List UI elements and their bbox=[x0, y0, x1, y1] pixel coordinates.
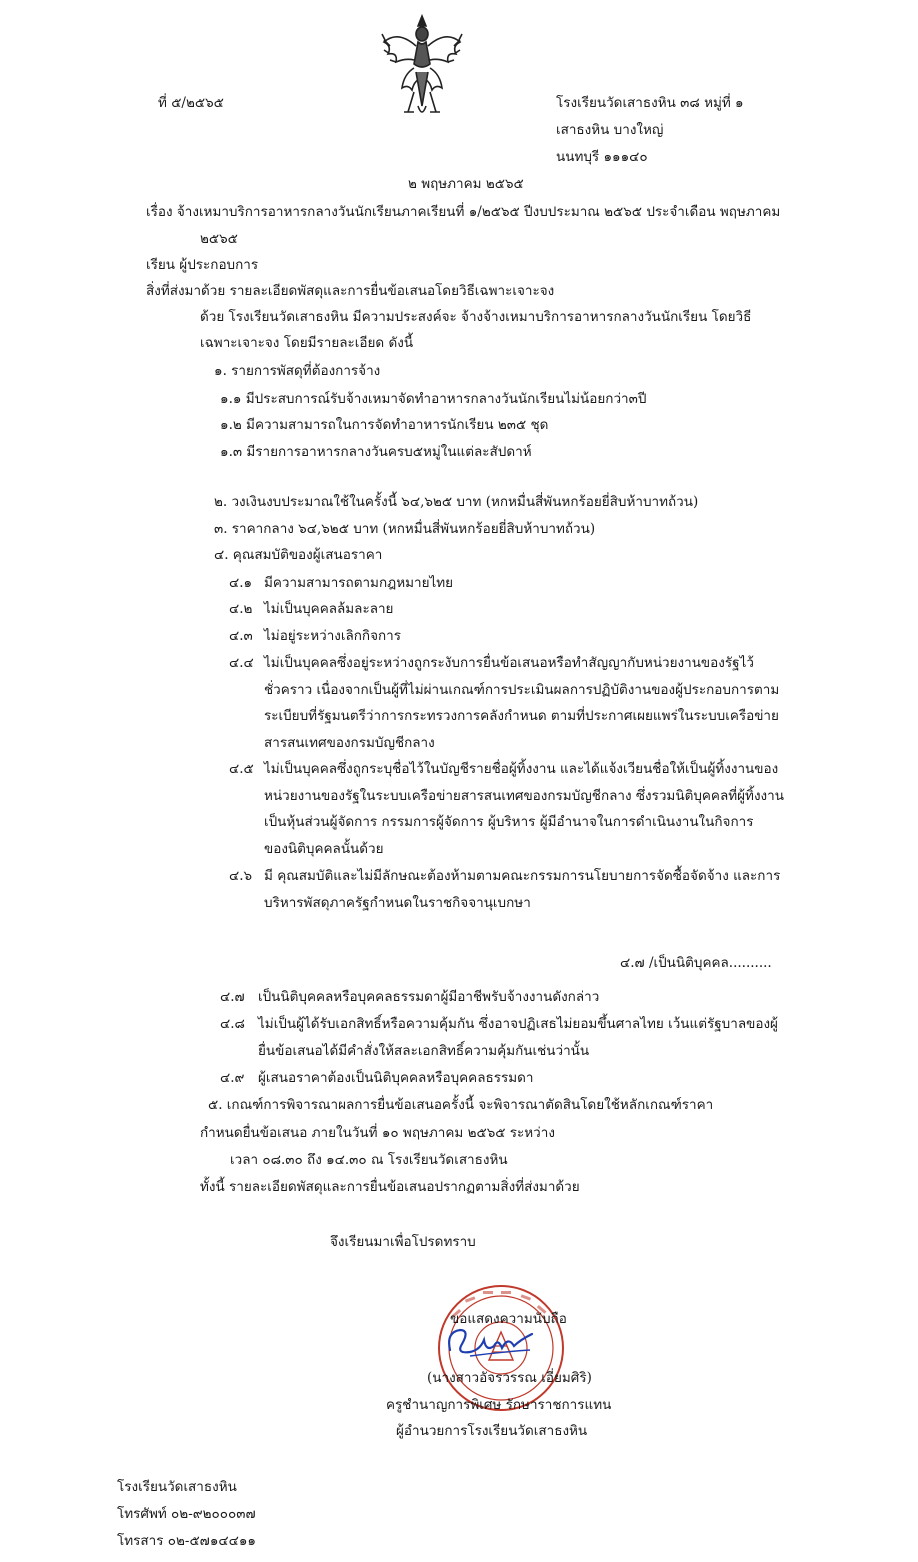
signatory-name: (นางสาวอัจรวรรณ เอี่ยมศิริ) bbox=[427, 1370, 592, 1386]
item-4-8-line-2: ยื่นข้อเสนอได้มีคำสั่งให้สละเอกสิทธิ์ความคุ้มกันเช่นว่านั้น bbox=[258, 1043, 590, 1059]
item-4-5-line-4: ของนิติบุคคลนั้นด้วย bbox=[264, 841, 384, 857]
item-4-6-number: ๔.๖ bbox=[229, 868, 253, 884]
document-number: ที่ ๕/๒๕๖๕ bbox=[158, 95, 224, 111]
address-line-1: โรงเรียนวัดเสาธงหิน ๓๘ หมู่ที่ ๑ bbox=[556, 95, 744, 111]
address-line-2: เสาธงหิน บางใหญ่ bbox=[556, 122, 664, 138]
salutation: จึงเรียนมาเพื่อโปรดทราบ bbox=[330, 1234, 476, 1250]
garuda-emblem-icon bbox=[378, 12, 466, 120]
item-4-3-number: ๔.๓ bbox=[229, 628, 253, 644]
item-4-2-text: ไม่เป็นบุคคลล้มละลาย bbox=[264, 601, 394, 617]
intro-line-2: เฉพาะเจาะจง โดยมีรายละเอียด ดังนี้ bbox=[200, 335, 414, 351]
item-1-heading: ๑. รายการพัสดุที่ต้องการจ้าง bbox=[214, 363, 381, 379]
item-4-6-line-2: บริหารพัสดุภาครัฐกำหนดในราชกิจจานุเบกษา bbox=[264, 895, 531, 911]
item-5-line-3: เวลา ๐๘.๓๐ ถึง ๑๔.๓๐ ณ โรงเรียนวัดเสาธงหิน bbox=[230, 1152, 508, 1168]
item-1-3: ๑.๓ มีรายการอาหารกลางวันครบ๕หมู่ในแต่ละสัปดาห์ bbox=[220, 444, 532, 460]
item-4-5-line-2: หน่วยงานของรัฐในระบบเครือข่ายสารสนเทศของกรมบัญชีกลาง ซึ่งรวมนิติบุคคลที่ผู้ทิ้งงาน bbox=[264, 788, 784, 804]
page-continuation: ๔.๗ /เป็นนิติบุคคล.......... bbox=[620, 955, 772, 971]
footer-phone: โทรศัพท์ ๐๒-๙๒๐๐๐๓๗ bbox=[117, 1506, 256, 1522]
footer-fax: โทรสาร ๐๒-๕๗๑๔๔๑๑ bbox=[117, 1533, 256, 1549]
item-4-4-line-1: ไม่เป็นบุคคลซึ่งอยู่ระหว่างถูกระงับการยื่นข้อเสนอหรือทำสัญญากับหน่วยงานของรัฐไว้ bbox=[264, 655, 754, 671]
address-line-3: นนทบุรี ๑๑๑๔๐ bbox=[556, 149, 648, 165]
intro-line-1: ด้วย โรงเรียนวัดเสาธงหิน มีความประสงค์จะ จ้างจ้างเหมาบริการอาหารกลางวันนักเรียน โดยวิธี bbox=[200, 309, 752, 325]
attachment-line: สิ่งที่ส่งมาด้วย รายละเอียดพัสดุและการยื่นข้อเสนอโดยวิธีเฉพาะเจาะจง bbox=[146, 283, 555, 299]
item-4-4-line-3: ระเบียบที่รัฐมนตรีว่าการกระทรวงการคลังกำหนด ตามที่ประกาศเผยแพร่ในระบบเครือข่าย bbox=[264, 708, 779, 724]
subject-line-1: เรื่อง จ้างเหมาบริการอาหารกลางวันนักเรียนภาคเรียนที่ ๑/๒๕๖๕ ปีงบประมาณ ๒๕๖๕ ประจำเดือน พฤษภาคม bbox=[146, 204, 781, 220]
item-4-4-line-2: ชั่วคราว เนื่องจากเป็นผู้ที่ไม่ผ่านเกณฑ์การประเมินผลการปฏิบัติงานของผู้ประกอบการตาม bbox=[264, 682, 780, 698]
signatory-title-1: ครูชำนาญการพิเศษ รักษาราชการแทน bbox=[386, 1397, 612, 1413]
item-4-4-number: ๔.๔ bbox=[229, 655, 254, 671]
letter-date: ๒ พฤษภาคม ๒๕๖๕ bbox=[408, 176, 524, 192]
item-4-5-line-1: ไม่เป็นบุคคลซึ่งถูกระบุชื่อไว้ในบัญชีรายชื่อผู้ทิ้งงาน และได้แจ้งเวียนชื่อให้เป็นผู้ทิ้งงานของ bbox=[264, 761, 779, 777]
item-4-4-line-4: สารสนเทศของกรมบัญชีกลาง bbox=[264, 735, 435, 751]
item-4-3-text: ไม่อยู่ระหว่างเลิกกิจการ bbox=[264, 628, 402, 644]
item-4-9-number: ๔.๙ bbox=[220, 1070, 245, 1086]
item-4-6-line-1: มี คุณสมบัติและไม่มีลักษณะต้องห้ามตามคณะกรรมการนโยบายการจัดซื้อจัดจ้าง และการ bbox=[264, 868, 781, 884]
item-4-1-number: ๔.๑ bbox=[229, 575, 253, 591]
item-4-7-number: ๔.๗ bbox=[220, 989, 245, 1005]
closing-statement: ทั้งนี้ รายละเอียดพัสดุและการยื่นข้อเสนอปรากฏตามสิ่งที่ส่งมาด้วย bbox=[200, 1179, 580, 1195]
item-4-8-number: ๔.๘ bbox=[220, 1016, 245, 1032]
item-5-line-2: กำหนดยื่นข้อเสนอ ภายในวันที่ ๑๐ พฤษภาคม ๒๕๖๕ ระหว่าง bbox=[200, 1125, 555, 1141]
item-4-1-text: มีความสามารถตามกฎหมายไทย bbox=[264, 575, 454, 591]
item-4-8-line-1: ไม่เป็นผู้ได้รับเอกสิทธิ์หรือความคุ้มกัน ซึ่งอาจปฏิเสธไม่ยอมขึ้นศาลไทย เว้นแต่รัฐบาลของผู้ bbox=[258, 1016, 778, 1032]
item-1-2: ๑.๒ มีความสามารถในการจัดทำอาหารนักเรียน ๒๓๕ ชุด bbox=[220, 417, 549, 433]
item-3-median-price: ๓. ราคากลาง ๖๔,๖๒๕ บาท (หกหมื่นสี่พันหกร้อยยี่สิบห้าบาทถ้วน) bbox=[214, 521, 596, 537]
signatory-title-2: ผู้อำนวยการโรงเรียนวัดเสาธงหิน bbox=[396, 1423, 588, 1439]
item-4-2-number: ๔.๒ bbox=[229, 601, 253, 617]
footer-school-name: โรงเรียนวัดเสาธงหิน bbox=[117, 1479, 237, 1495]
subject-line-2: ๒๕๖๕ bbox=[200, 231, 238, 247]
signature-regards: ขอแสดงความนับถือ bbox=[450, 1311, 567, 1327]
item-4-5-line-3: เป็นหุ้นส่วนผู้จัดการ กรรมการผู้จัดการ ผู้บริหาร ผู้มีอำนาจในการดำเนินงานในกิจการ bbox=[264, 814, 754, 830]
item-5-line-1: ๕. เกณฑ์การพิจารณาผลการยื่นข้อเสนอครั้งนี้ จะพิจารณาตัดสินโดยใช้หลักเกณฑ์ราคา bbox=[208, 1097, 714, 1113]
handwritten-signature bbox=[440, 1322, 540, 1362]
item-2-budget: ๒. วงเงินงบประมาณใช้ในครั้งนี้ ๖๔,๖๒๕ บาท (หกหมื่นสี่พันหกร้อยยี่สิบห้าบาทถ้วน) bbox=[214, 494, 699, 510]
item-4-7-text: เป็นนิติบุคคลหรือบุคคลธรรมดาผู้มีอาชีพรับจ้างงานดังกล่าว bbox=[258, 989, 600, 1005]
recipient: เรียน ผู้ประกอบการ bbox=[146, 257, 259, 273]
item-4-heading: ๔. คุณสมบัติของผู้เสนอราคา bbox=[214, 547, 383, 563]
item-1-1: ๑.๑ มีประสบการณ์รับจ้างเหมาจัดทำอาหารกลางวันนักเรียนไม่น้อยกว่า๓ปี bbox=[220, 391, 647, 407]
item-4-5-number: ๔.๕ bbox=[229, 761, 254, 777]
item-4-9-text: ผู้เสนอราคาต้องเป็นนิติบุคคลหรือบุคคลธรรมดา bbox=[258, 1070, 534, 1086]
